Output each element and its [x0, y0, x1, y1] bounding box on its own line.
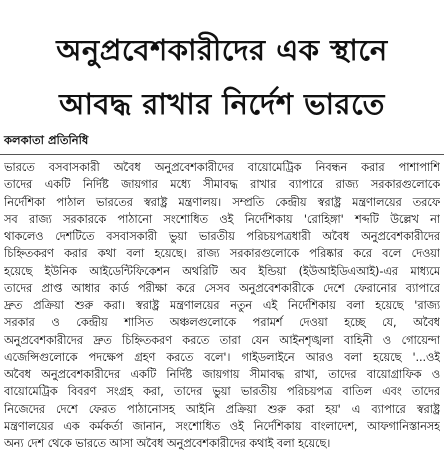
body-line: নির্দেশিকা পাঠাল ভারতের স্বরাষ্ট্র মন্ত্রণালয়। সম্প্রতি কেন্দ্রীয় স্বরাষ্ট্র মন্ত্রণালয়ের তরফে	[4, 195, 440, 209]
body-line: চিহ্নিতকরণ করার কথা বলা হয়েছে। রাজ্য সরকারগুলোকে পরিষ্কার করে বলে দেওয়া	[4, 247, 440, 261]
body-line: হয়েছে ইউনিক আইডেন্টিফিকেশন অথরিটি অব ইন্ডিয়া (ইউআইডিএআই)-এর মাধ্যমে	[4, 264, 440, 278]
body-line: মন্ত্রণালয়ের এক কর্মকর্তা জানান, সংশোধিত ওই নির্দেশিকায় বাংলাদেশ, আফগানিস্তানসহ	[4, 419, 440, 433]
divider	[0, 154, 444, 155]
body-line: দ্রুত প্রক্রিয়া শুরু করা। স্বরাষ্ট্র মন্ত্রণালয়ের নতুন এই নির্দেশিকায় বলা হয়েছে 'রাজ্য	[4, 299, 440, 312]
headline-line-2: আবদ্ধ রাখার নির্দেশ ভারতে	[59, 87, 385, 121]
body-line: এজেন্সিগুলোকে পদক্ষেপ গ্রহণ করতে বলে'। গাইডলাইনে আরও বলা হয়েছে '...ওই	[4, 350, 440, 364]
headline-line-1: অনুপ্রবেশকারীদের এক স্থানে	[56, 33, 388, 67]
body-line: অন্য দেশ থেকে ভারতে আসা অবৈধ অনুপ্রবেশকারীদের কথাই বলা হয়েছে।	[4, 437, 331, 450]
body-line: ভারতে বসবাসকারী অবৈধ অনুপ্রবেশকারীদের বায়োমেট্রিক নিবন্ধন করার পাশাপাশি	[4, 161, 440, 174]
article-body	[4, 159, 440, 452]
body-line: নিজেদের দেশে ফেরত পাঠানোসহ আইনি প্রক্রিয়া শুরু করা হয়' এ ব্যাপারে স্বরাষ্ট্র	[4, 402, 440, 416]
body-line: তাদের প্রাপ্ত আধার কার্ড পরীক্ষা করে সেসব অনুপ্রবেশকারীকে দেশে ফেরানোর ব্যাপারে	[4, 281, 440, 295]
body-line: সরকার ও কেন্দ্রীয় শাসিত অঞ্চলগুলোকে পরামর্শ দেওয়া হচ্ছে যে, অবৈধ	[4, 316, 440, 330]
body-line: অনুপ্রবেশকারীদের দ্রুত চিহ্নিতকরণ করতে তারা যেন আইনশৃঙ্খলা বাহিনী ও গোয়েন্দা	[4, 333, 440, 347]
body-line: থাকলেও দেশটিতে বসবাসকারী ভুয়া ভারতীয় পরিচয়পত্রধারী অবৈধ অনুপ্রবেশকারীদের	[4, 230, 440, 243]
body-line: বায়োমেট্রিক বিবরণ সংগ্রহ করা, তাদের ভুয়া ভারতীয় পরিচয়পত্র বাতিল এবং তাদের	[4, 385, 440, 399]
body-line: তাদের একটি নির্দিষ্ট জায়গার মধ্যে সীমাবদ্ধ রাখার ব্যাপারে রাজ্য সরকারগুলোকে	[4, 178, 440, 192]
byline: কলকাতা প্রতিনিধি	[4, 133, 89, 147]
body-line: সব রাজ্য সরকারকে পাঠানো সংশোধিত ওই নির্দেশিকায় 'রোহিঙ্গা' শব্দটি উল্লেখ না	[4, 212, 440, 226]
body-line: অবৈধ অনুপ্রবেশকারীদের একটি নির্দিষ্ট জায়গায় সীমাবদ্ধ রাখা, তাদের বায়োগ্রাফিক ও	[4, 368, 440, 381]
